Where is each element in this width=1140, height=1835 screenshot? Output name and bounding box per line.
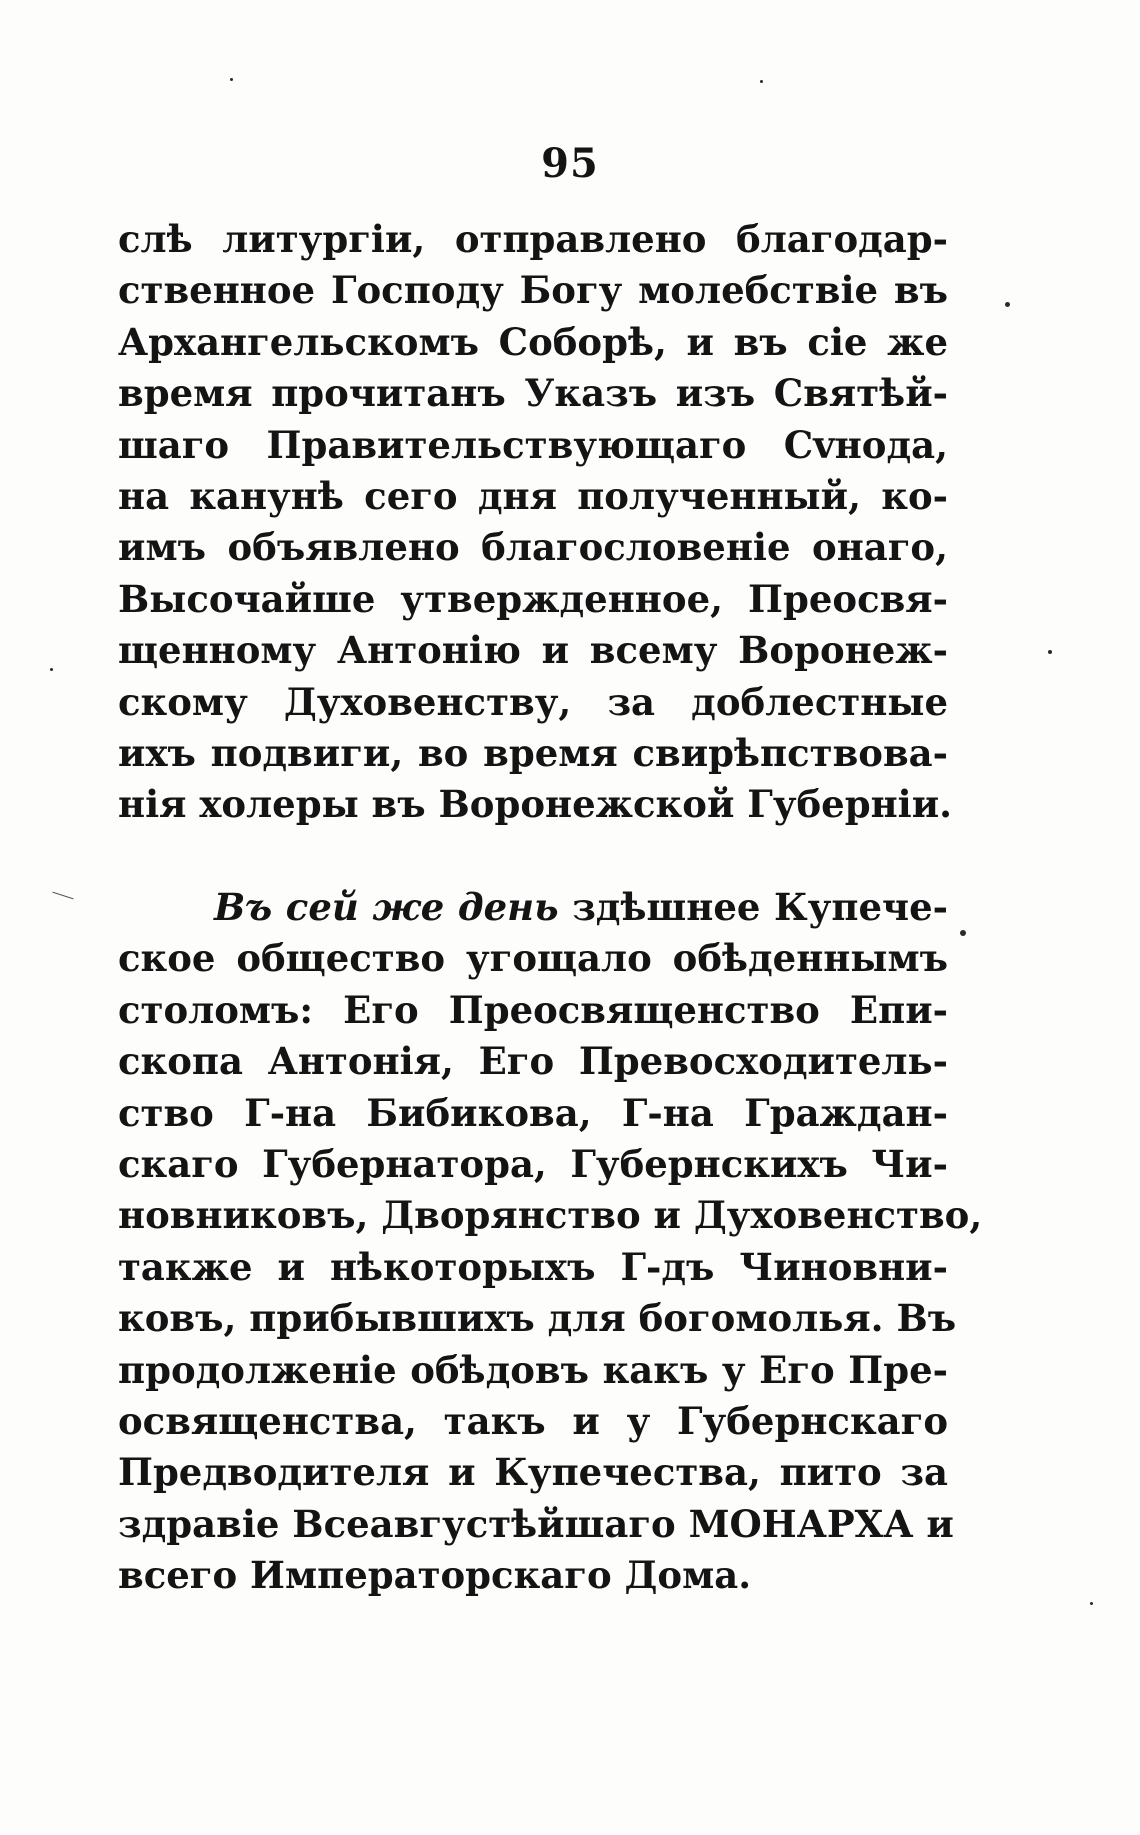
scan-speck bbox=[1048, 650, 1052, 654]
text-line: всего Императорскаго Дома. bbox=[118, 1553, 752, 1598]
text-line: скопа Антонія, Его Превосходитель- bbox=[118, 1039, 948, 1084]
text-line: шаго Правительствующаго Сvнода, bbox=[118, 422, 948, 467]
scan-mark bbox=[52, 892, 73, 900]
scan-speck bbox=[50, 668, 53, 671]
text-line: столомъ: Его Преосвященство Епи- bbox=[118, 987, 948, 1032]
text-line: продолженіе обѣдовъ какъ у Его Пре- bbox=[118, 1347, 948, 1392]
text-line: на канунѣ сего дня полученный, ко- bbox=[118, 473, 948, 518]
text-line: имъ объявлено благословеніе онаго, bbox=[118, 525, 948, 570]
text-line: Архангельскомъ Соборѣ, и въ сіе же bbox=[118, 319, 948, 364]
text-line: нія холеры въ Воронежской Губерніи. bbox=[118, 782, 953, 827]
text-line: скаго Губернатора, Губернскихъ Чи- bbox=[118, 1141, 948, 1186]
text-line: щенному Антонію и всему Воронеж- bbox=[118, 628, 948, 673]
scan-speck bbox=[230, 78, 233, 81]
scan-speck bbox=[1005, 302, 1010, 307]
text-line: освященства, такъ и у Губернскаго bbox=[118, 1398, 948, 1443]
paragraph-1 bbox=[118, 214, 953, 831]
text-line: ковъ, прибывшихъ для богомолья. Въ bbox=[118, 1296, 957, 1341]
text-line: ское общество угощало обѣденнымъ bbox=[118, 936, 948, 981]
text-line: здравіе Всеавгустѣйшаго МОНАРХА и bbox=[118, 1501, 954, 1546]
text-line-first bbox=[118, 882, 948, 933]
text-line: новниковъ, Дворянство и Духовенство, bbox=[118, 1193, 983, 1238]
text-line: Высочайше утвержденное, Преосвя- bbox=[118, 576, 948, 621]
text-line: Предводителя и Купечества, пито за bbox=[118, 1450, 948, 1495]
first-line-rest: здѣшнее Купече- bbox=[572, 885, 948, 929]
text-line: ственное Господу Богу молебствіе въ bbox=[118, 268, 948, 313]
text-line: ство Г-на Бибикова, Г-на Граждан- bbox=[118, 1090, 948, 1135]
scan-speck bbox=[760, 80, 763, 83]
page-number: 95 bbox=[541, 140, 599, 187]
text-line: скому Духовенству, за доблестные bbox=[118, 679, 948, 724]
text-line: ихъ подвиги, во время свирѣпствова- bbox=[118, 730, 948, 775]
scan-speck bbox=[1090, 1602, 1093, 1605]
italic-phrase: Въ сей же день bbox=[214, 885, 559, 929]
text-line: слѣ литургіи, отправлено благодар- bbox=[118, 217, 948, 261]
paragraph-2 bbox=[118, 882, 983, 1601]
text-line: время прочитанъ Указъ изъ Святѣй- bbox=[118, 371, 948, 416]
text-line: также и нѣкоторыхъ Г-дъ Чиновни- bbox=[118, 1244, 948, 1289]
scan-speck bbox=[960, 930, 966, 936]
